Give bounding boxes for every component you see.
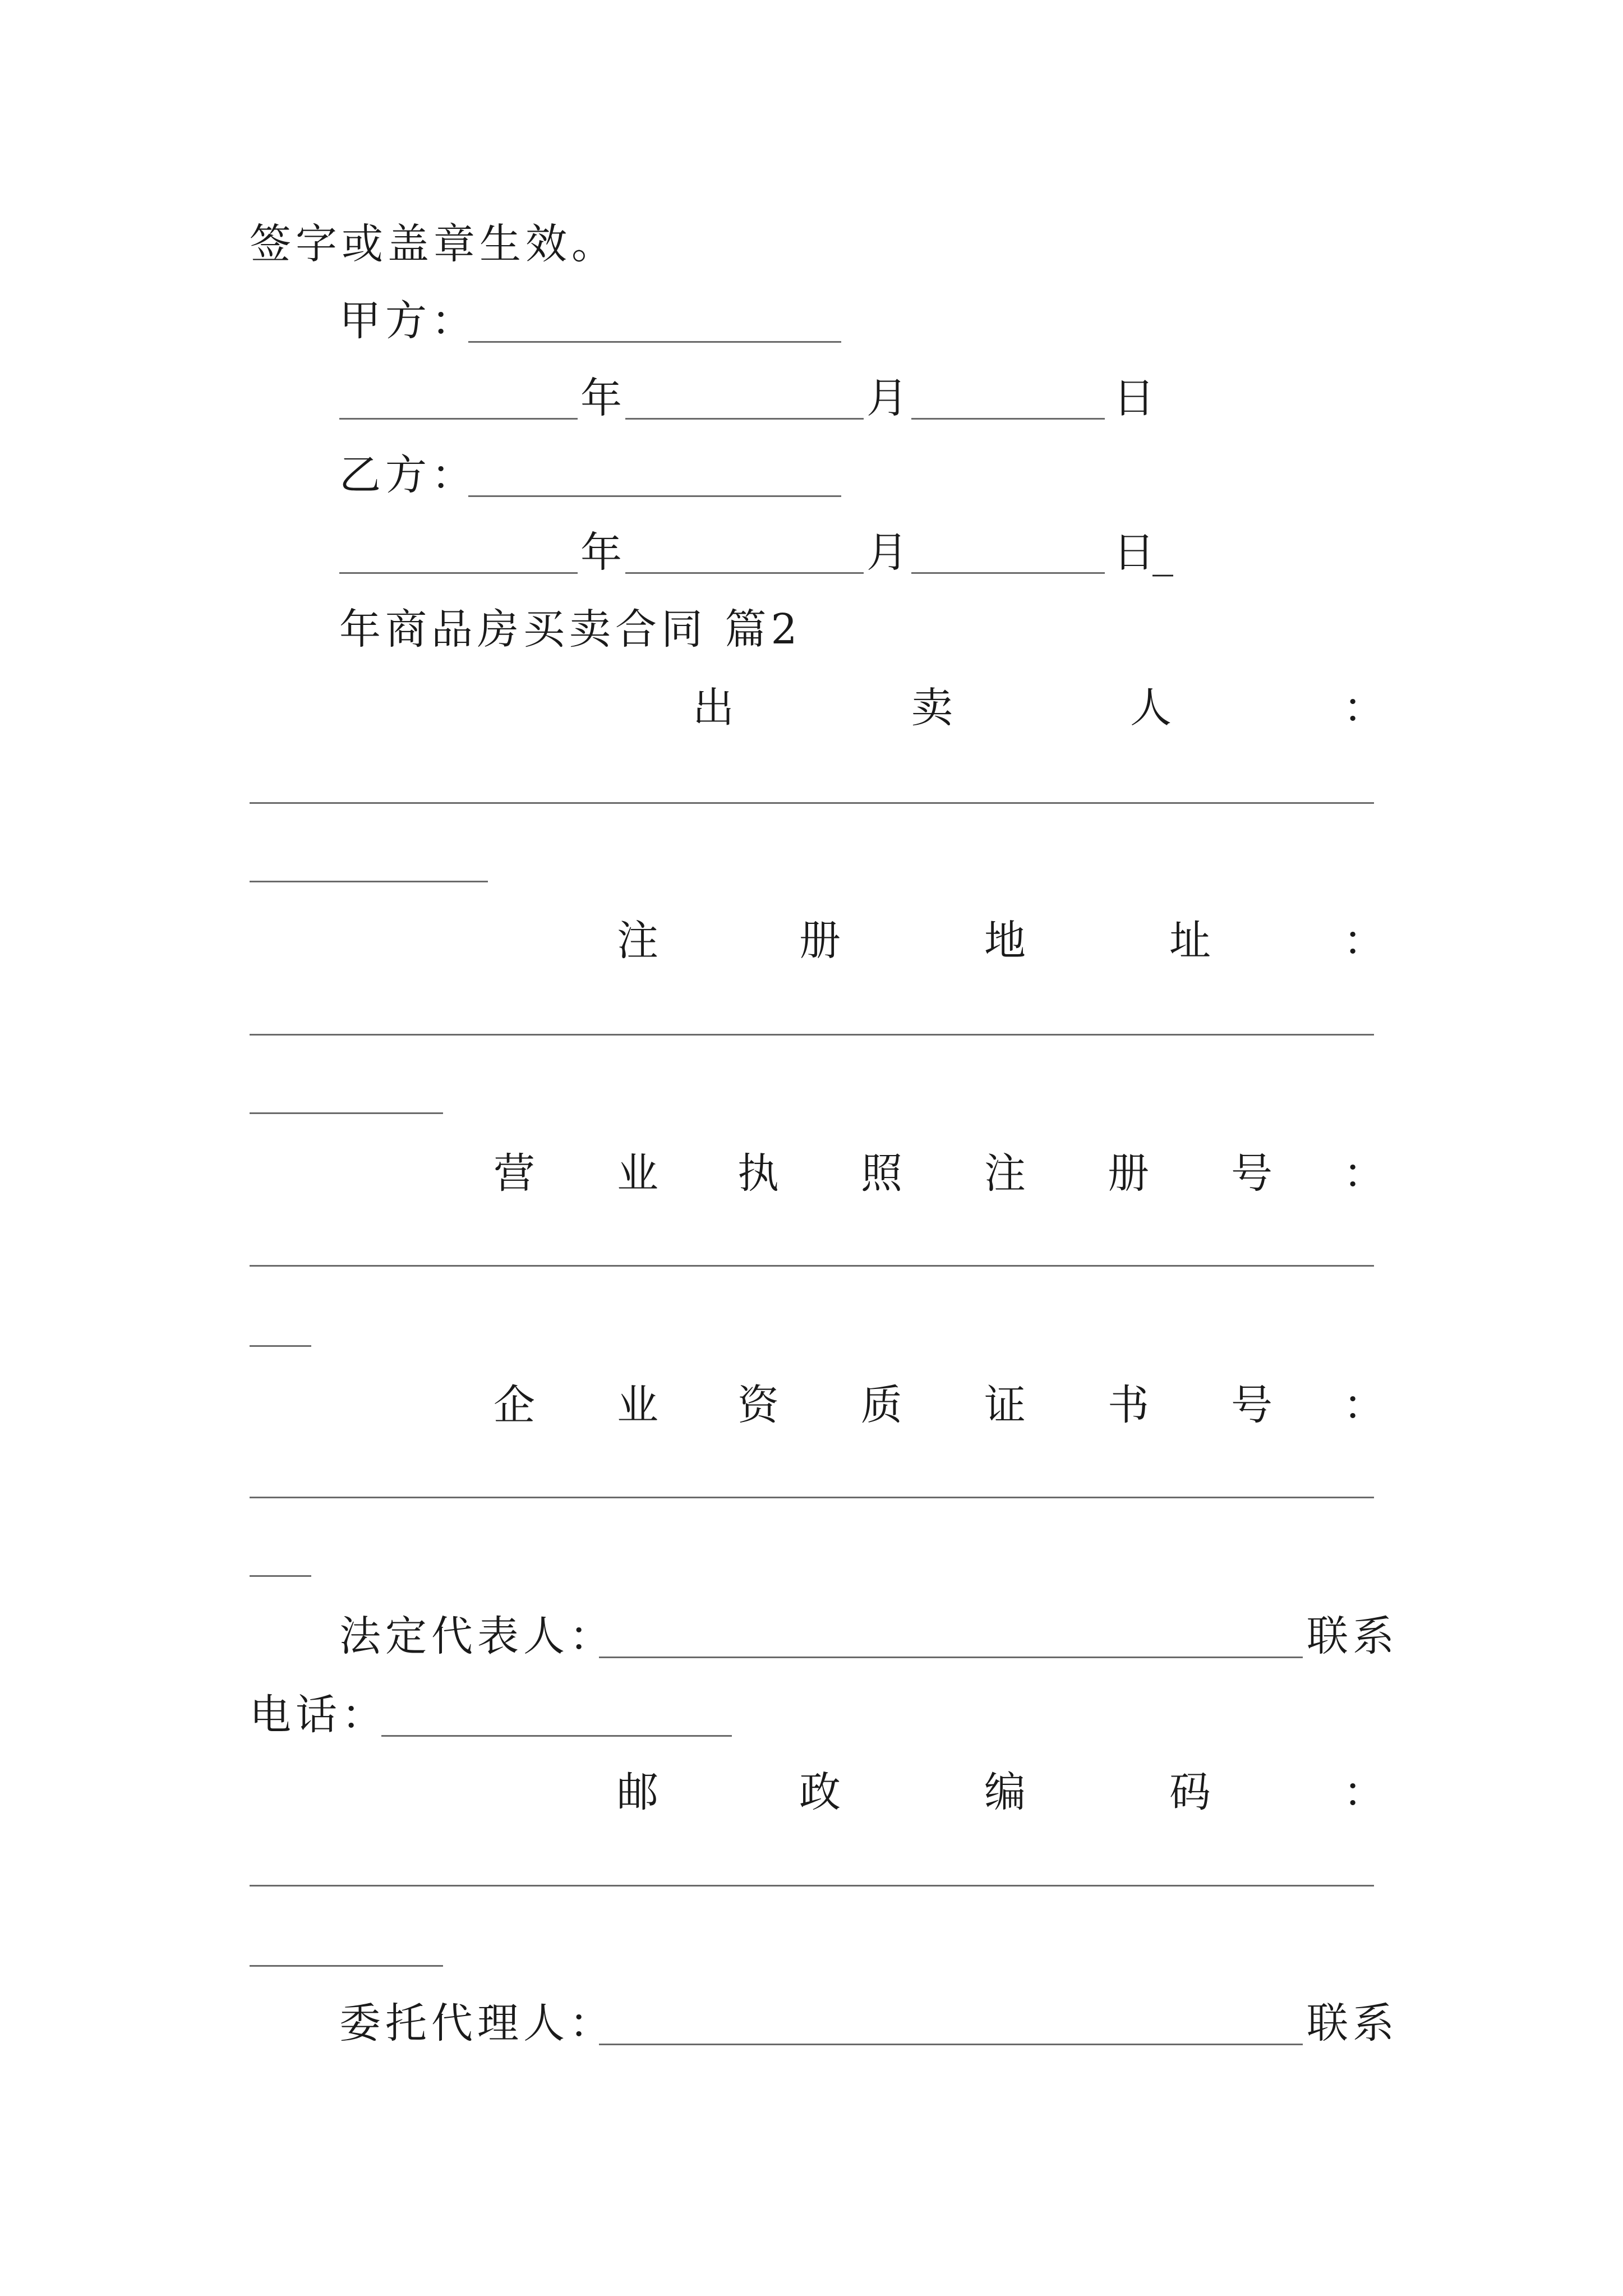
party-b-label: 乙方： [339,451,477,499]
party-a-label: 甲方： [339,297,477,345]
party-a-day-label: 日 [1113,374,1159,422]
license-no-char: 册 [1108,1149,1154,1198]
registered-address-blank-line-2 [250,1112,443,1114]
party-a-day-blank [911,418,1105,420]
registered-address-blank-line-1 [250,1034,1374,1036]
party-b-trailing-mark: _ [1152,528,1178,577]
seller-char: 卖 [911,684,957,732]
qualification-no-char: 书 [1108,1381,1154,1429]
qualification-no-blank-line-2 [250,1575,311,1577]
license-no-char: 执 [737,1149,783,1198]
qualification-no-char: 企 [494,1381,540,1429]
party-b-year-blank [339,572,578,574]
postal-code-blank-line-1 [250,1885,1374,1887]
legal-representative-phone-blank [381,1735,732,1737]
seller-char: 出 [693,684,739,732]
party-a-month-label: 月 [866,374,912,422]
license-no-char: 照 [861,1149,907,1198]
qualification-no-blank-line-1 [250,1497,1374,1498]
section-title: 年商品房买卖合同 篇2 [339,605,802,654]
license-no-blank-line-2 [250,1345,311,1347]
license-no-blank-line-1 [250,1265,1374,1267]
intro-text: 签字或盖章生效。 [250,220,617,268]
party-b-month-blank [625,572,864,574]
party-a-month-blank [625,418,864,420]
postal-code-blank-line-2 [250,1965,443,1967]
license-no-char: 号 [1231,1149,1277,1198]
party-b-day-blank [911,572,1105,574]
party-b-day-label: 日 [1113,528,1159,577]
authorized-agent-label: 委托代理人： [339,1999,615,2047]
seller-colon: ： [1343,684,1389,732]
registered-address-char: 册 [799,917,845,965]
registered-address-char: 注 [617,917,663,965]
legal-representative-blank [599,1657,1303,1658]
qualification-no-char: 号 [1231,1381,1277,1429]
license-no-colon: ： [1343,1149,1389,1198]
party-a-year-label: 年 [580,374,626,422]
postal-code-char: 邮 [617,1768,663,1816]
party-a-year-blank [339,418,578,420]
authorized-agent-contact-label: 联系 [1307,1999,1399,2047]
license-no-char: 业 [617,1149,663,1198]
postal-code-colon: ： [1343,1768,1389,1816]
postal-code-char: 政 [799,1768,845,1816]
qualification-no-colon: ： [1343,1381,1389,1429]
registered-address-colon: ： [1343,917,1389,965]
registered-address-char: 地 [984,917,1030,965]
postal-code-char: 码 [1169,1768,1215,1816]
authorized-agent-blank [599,2044,1303,2045]
license-no-char: 注 [984,1149,1030,1198]
legal-representative-label: 法定代表人： [339,1612,615,1660]
party-b-year-label: 年 [580,528,626,577]
seller-char: 人 [1130,684,1176,732]
postal-code-char: 编 [984,1768,1030,1816]
seller-blank-line-1 [250,802,1374,804]
registered-address-char: 址 [1169,917,1215,965]
party-a-name-blank [468,341,841,343]
legal-representative-phone-label: 电话： [250,1691,388,1739]
party-b-month-label: 月 [866,528,912,577]
qualification-no-char: 资 [737,1381,783,1429]
seller-blank-line-2 [250,881,488,882]
qualification-no-char: 质 [861,1381,907,1429]
qualification-no-char: 业 [617,1381,663,1429]
party-b-name-blank [468,495,841,497]
qualification-no-char: 证 [984,1381,1030,1429]
legal-representative-contact-label: 联系 [1307,1612,1399,1660]
license-no-char: 营 [494,1149,540,1198]
